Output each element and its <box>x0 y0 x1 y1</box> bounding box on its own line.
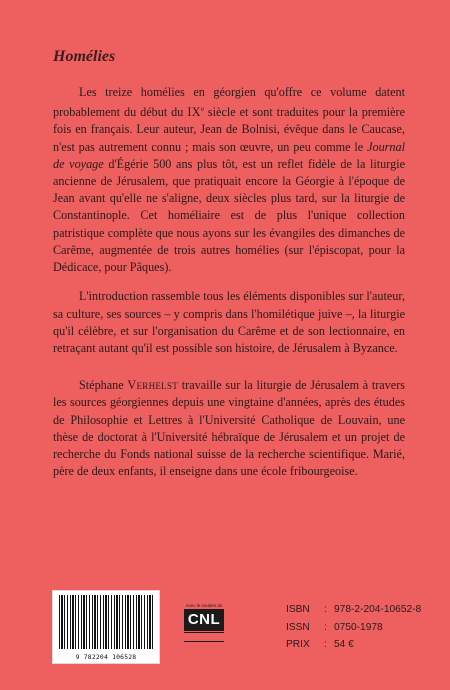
isbn-label: ISBN <box>286 604 310 615</box>
paragraph-summary <box>53 84 405 276</box>
price-value: 54 € <box>334 639 354 650</box>
summary-text-1: Les treize homélies en géorgien qu'offre ce volume datent probablement du début du <box>53 85 405 120</box>
author-last-name: Verhelst <box>127 378 179 393</box>
paragraph-introduction: L'introduction rassemble tous les éléments disponibles sur l'auteur, sa culture, ses sources – y compris dans l'homilétique juive –, la liturgie qu'il célèbre, et sur l'organisation du Carême et de son lectionnaire, en retraçant autant qu'il est possible son histoire, de Jérusalem à Byzance. <box>53 289 405 355</box>
isbn-row <box>286 601 421 619</box>
back-cover-text <box>53 84 405 480</box>
issn-value: 0750-1978 <box>334 621 383 633</box>
cnl-caption: Avec le soutien du <box>185 603 223 608</box>
century-numeral: IX <box>187 105 201 120</box>
summary-text-3: d'Égérie 500 ans plus tôt, est un reflet fidèle de la liturgie ancienne de Jérusalem, que pratiquait encore la Géorgie à l'époque de Jean avant qu'elle ne s'aligne, deux siècles plus tard, sur la liturgie de Constantinople. Cet homéliaire est de plus l'unique collection patristique complète que nous ayons sur les évangiles des dimanches de Carême, augmentée de trois autres homélies (sur l'épiscopat, pour la Dédicace, pour Pâques). <box>53 156 405 275</box>
summary-text-2: siècle et sont traduites pour la première fois en français. Leur auteur, Jean de Bolnisi, évêque dans le Caucase, n'est pas autrement connu ; mais son œuvre, un peu comme le <box>53 105 405 154</box>
barcode-digits: 9 782204 106528 <box>75 653 137 661</box>
publication-info <box>286 601 421 654</box>
author-first-name: Stéphane <box>79 378 128 393</box>
cnl-logo: CNL <box>184 609 224 631</box>
price-row <box>286 636 421 654</box>
issn-row <box>286 619 421 637</box>
paragraph-author <box>53 377 405 480</box>
isbn-value: 978-2-204-10652-8 <box>334 604 422 615</box>
isbn-colon: : <box>324 604 327 615</box>
work-title: Journal de voyage <box>53 139 405 171</box>
barcode-bars <box>59 595 153 649</box>
price-colon: : <box>324 639 327 650</box>
price-label: PRIX <box>286 639 310 650</box>
issn-colon: : <box>324 621 327 633</box>
cnl-logo-underline <box>184 632 224 642</box>
issn-label: ISSN <box>286 621 310 633</box>
author-bio-text: travaille sur la liturgie de Jérusalem à travers les sources géorgiennes depuis une vingtaine d'années, après des études de Philosophie et Lettres à l'Université Catholique de Louvain, une thèse de doctorat à l'Université hébraïque de Jérusalem et un projet de recherche du Fonds national suisse de la recherche scientifique. Marié, père de deux enfants, il enseigne dans une école fribourgeoise. <box>53 378 405 479</box>
book-title: Homélies <box>53 48 116 65</box>
century-superscript: e <box>200 105 204 114</box>
cnl-logo-block <box>181 603 227 649</box>
barcode <box>52 590 160 664</box>
